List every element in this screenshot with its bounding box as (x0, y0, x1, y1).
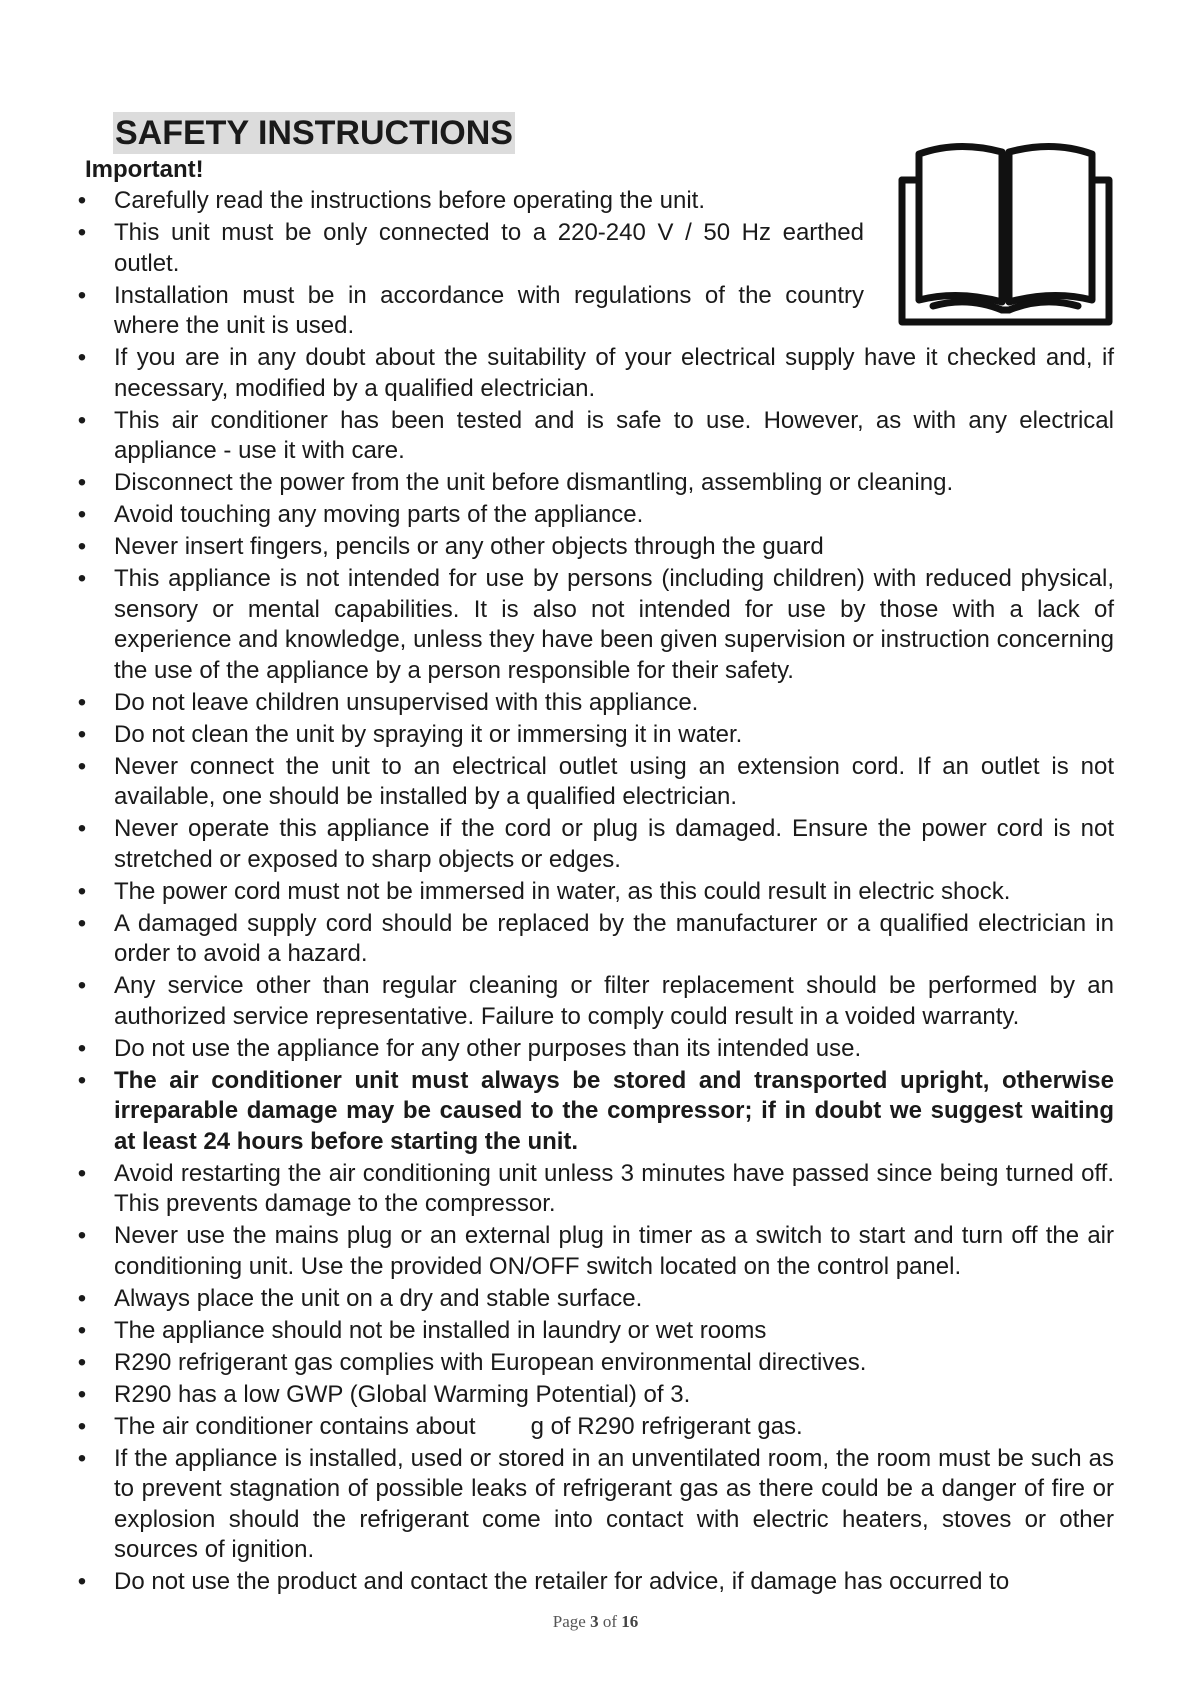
list-item: • Always place the unit on a dry and stable surface. (72, 1284, 1114, 1315)
bullet-icon: • (77, 815, 87, 842)
total-pages: 16 (621, 1612, 639, 1631)
list-item: • This air conditioner has been tested and is safe to use. However, as with any electrical appliance - use it with care. (72, 406, 1114, 467)
bullet-icon: • (77, 1159, 87, 1187)
list-item: • Never use the mains plug or an external plug in timer as a switch to start and turn off the air conditioning unit. Use the provided ON/OFF switch located on the control panel. (72, 1221, 1114, 1282)
bullet-icon: • (77, 281, 87, 309)
list-item-refrigerant-amount: • The air conditioner contains about g of R290 refrigerant gas. (72, 1412, 1114, 1443)
bullet-icon: • (77, 688, 87, 716)
bullet-icon: • (77, 972, 87, 999)
list-item: • Do not use the product and contact the retailer for advice, if damage has occurred to (72, 1567, 1114, 1598)
bullet-icon: • (77, 877, 87, 905)
bullet-icon: • (77, 720, 87, 748)
bullet-icon: • (77, 752, 87, 780)
bullet-icon: • (77, 1568, 87, 1595)
bullet-icon: • (77, 1284, 87, 1312)
list-item: • R290 refrigerant gas complies with European environmental directives. (72, 1348, 1114, 1379)
list-item: • Avoid touching any moving parts of the appliance. (72, 500, 1114, 531)
list-item: • Do not clean the unit by spraying it or immersing it in water. (72, 720, 1114, 751)
bullet-icon: • (77, 1066, 87, 1094)
bullet-icon: • (77, 1316, 87, 1344)
list-item: • The power cord must not be immersed in water, as this could result in electric shock. (72, 877, 1114, 908)
bullet-icon: • (77, 1222, 87, 1249)
bullet-icon: • (77, 219, 87, 246)
list-item: • Do not use the appliance for any other purposes than its intended use. (72, 1034, 1114, 1065)
list-item: • Avoid restarting the air conditioning unit unless 3 minutes have passed since being turned off. This prevents damage to the compressor. (72, 1159, 1114, 1220)
bullet-icon: • (77, 501, 87, 528)
important-label: Important! (85, 156, 204, 183)
list-item: • Disconnect the power from the unit before dismantling, assembling or cleaning. (72, 468, 1114, 499)
bullet-icon: • (77, 344, 87, 371)
bullet-icon: • (77, 469, 87, 496)
list-item: • Do not leave children unsupervised with this appliance. (72, 688, 1114, 719)
list-item: • The appliance should not be installed in laundry or wet rooms (72, 1316, 1114, 1347)
bullet-icon: • (77, 1412, 87, 1440)
bullet-icon: • (77, 406, 87, 434)
bullet-icon: • (77, 1444, 87, 1472)
list-item: • If the appliance is installed, used or stored in an unventilated room, the room must be such as to prevent stagnation of possible leaks of refrigerant gas as there could be a danger of fire or explosion should the refrigerant come into contact with electric heaters, stoves or other sources of ignition. (72, 1444, 1114, 1566)
bullet-icon: • (77, 909, 87, 937)
bullet-icon: • (77, 1034, 87, 1062)
list-item: • Any service other than regular cleaning or filter replacement should be performed by an authorized service representative. Failure to comply could result in a voided warranty. (72, 971, 1114, 1032)
list-item: • Never insert fingers, pencils or any other objects through the guard (72, 532, 1114, 563)
safety-instructions-list (72, 186, 1114, 1599)
list-item: • Never operate this appliance if the cord or plug is damaged. Ensure the power cord is not stretched or exposed to sharp objects or edges. (72, 814, 1114, 875)
list-item: • This appliance is not intended for use by persons (including children) with reduced physical, sensory or mental capabilities. It is also not intended for use by those with a lack of experience and knowledge, unless they have been given supervision or instruction concerning the use of the appliance by a person responsible for their safety. (72, 564, 1114, 686)
section-title: SAFETY INSTRUCTIONS (115, 114, 513, 152)
list-item: • Never connect the unit to an electrical outlet using an extension cord. If an outlet is not available, one should be installed by a qualified electrician. (72, 752, 1114, 813)
list-item: • If you are in any doubt about the suitability of your electrical supply have it checked and, if necessary, modified by a qualified electrician. (72, 343, 1114, 404)
list-item: • Installation must be in accordance with regulations of the country where the unit is used. (72, 281, 1114, 342)
bullet-icon: • (77, 565, 87, 592)
list-item-warning: • The air conditioner unit must always be stored and transported upright, otherwise irreparable damage may be caused to the compressor; if in doubt we suggest waiting at least 24 hours before starting the unit. (72, 1066, 1114, 1158)
page-number: 3 (590, 1612, 599, 1631)
list-item: • Carefully read the instructions before operating the unit. (72, 186, 1114, 217)
list-item: • This unit must be only connected to a 220-240 V / 50 Hz earthed outlet. (72, 218, 1114, 279)
bullet-icon: • (77, 1348, 87, 1376)
list-item: • R290 has a low GWP (Global Warming Potential) of 3. (72, 1380, 1114, 1411)
page-footer: Page 3 of 16 (552, 1612, 639, 1631)
bullet-icon: • (77, 533, 87, 560)
list-item: • A damaged supply cord should be replaced by the manufacturer or a qualified electrician in order to avoid a hazard. (72, 909, 1114, 970)
bullet-icon: • (77, 1380, 87, 1408)
bullet-icon: • (77, 187, 87, 214)
